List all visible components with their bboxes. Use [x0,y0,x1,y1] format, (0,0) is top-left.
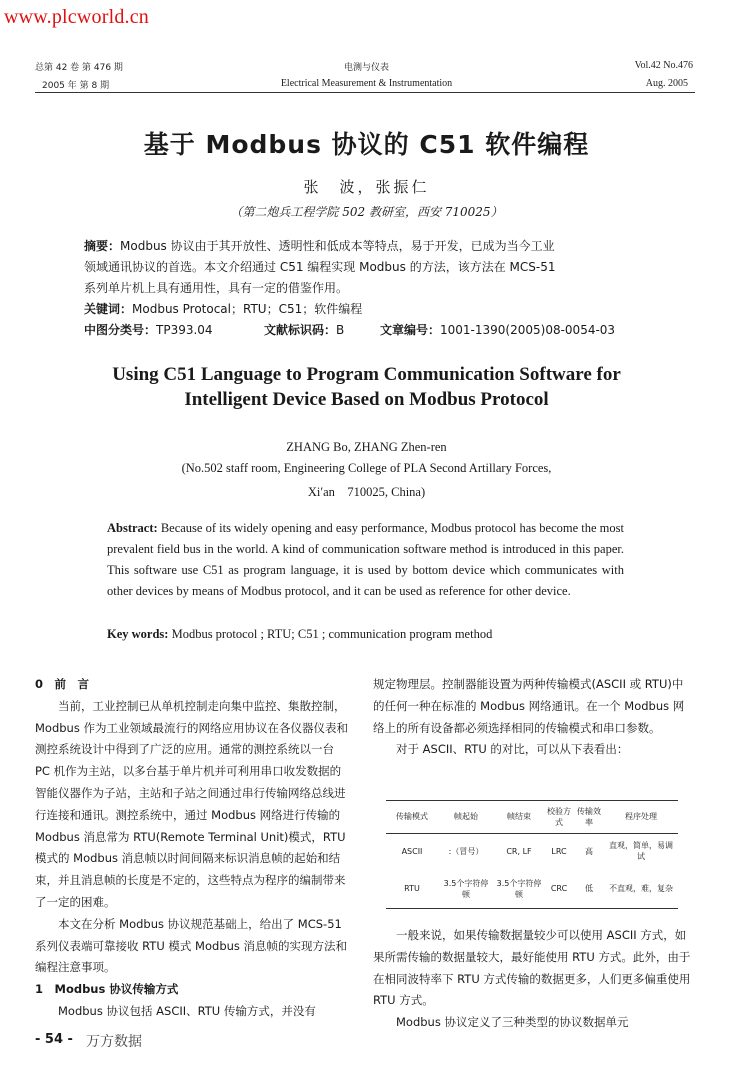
header-journal-cn: 电测与仪表 [343,63,389,73]
clc-value: TP393.04 [156,323,213,337]
abstract-cn-line2: 领域通讯协议的首选。本文介绍通过 C51 编程实现 Modbus 的方法，该方法在 MCS-51 [84,260,556,274]
affiliation-en-line2: Xi′an 710025, China) [307,485,426,499]
table-cell: 不直观，难，复杂 [609,884,673,893]
title-cn: 基于 Modbus 协议的 C51 软件编程 [143,130,590,159]
right-column-top [373,674,691,761]
abstract-en [107,518,624,602]
abstract-cn-line3: 系列单片机上具有通用性，具有一定的借鉴作用。 [84,281,349,295]
article-no-value: 1001-1390(2005)08-0054-03 [440,323,616,337]
table-bottom-rule [386,908,678,909]
table-cell: :（冒号） [448,846,484,856]
table-cell: CR, LF [506,846,532,856]
title-en-line2: Intelligent Device Based on Modbus Protocol [184,389,549,410]
doc-code-value: B [336,323,345,337]
table-header-cell: 帧起始 [454,812,478,821]
clc-label: 中图分类号： [84,323,157,337]
right-column-bottom [373,925,691,1034]
keywords-en-label: Key words: [107,627,169,641]
table-cell: RTU [404,884,420,893]
table-header-cell: 校验方式 [547,806,571,827]
abstract-cn-line1: Modbus 协议由于其开放性、透明性和低成本等特点，易于开发，已成为当今工业 [120,239,555,253]
header-volume: 总第 42 卷 第 476 期 [35,63,123,73]
table-cell: LRC [551,846,567,856]
header-vol-en: Vol.42 No.476 [634,60,693,71]
header-rule [35,92,695,93]
keywords-cn: Modbus Protocal；RTU；C51；软件编程 [132,302,363,316]
affiliation-en-line1: (No.502 staff room, Engineering College of PLA Second Artillary Forces, [181,461,552,475]
table-header-cell: 传输模式 [396,812,428,821]
abstract-en-label: Abstract: [107,521,158,535]
table-header-cell: 程序处理 [625,812,657,821]
section-1-paragraph: Modbus 协议包括 ASCII、RTU 传输方式，并没有 [58,1003,316,1018]
right-paragraph-4: Modbus 协议定义了三种类型的协议数据单元 [396,1015,629,1030]
watermark-url: www.plcworld.cn [4,6,150,28]
table-row [386,869,678,908]
header-issue: 2005 年 第 8 期 [42,81,110,91]
page-number: - 54 - [35,1032,73,1047]
intro-paragraph-2: 本文在分析 Modbus 协议规范基础上，给出了 MCS-51 系列仪表端可靠接收 RTU 模式 Modbus 消息帧的实现方法和编程注意事项。 [35,916,348,975]
header-journal-en: Electrical Measurement & Instrumentation [280,78,453,89]
table-cell: 3.5个字符停顿 [443,878,489,899]
intro-paragraph-1: 当前，工业控制已从单机控制走向集中监控、集散控制，Modbus 作为工业领域最流行的网络应用协议在各仪器仪表和测控系统设计中得到了广泛的应用。通常的测控系统以一台 PC 机作为主站，以多台基于单片机并可利用串口收发数据的智能仪器作为子站，主站和子站之间通过串行传输网络总线进行连接和通讯。测控系统中，通过 Modbus 网络进行传输的 Modbus 消息常为 RTU(Remote Terminal Unit)模式，RTU 模式的 Modbus 消息帧以时间间隔来标识消息帧的起始和结束，并且消息帧的长度是不定的，这些特点为程序的编制带来了一定的困难。 [35,698,348,909]
table-cell: 直观，简单，易调试 [609,841,673,861]
abstract-cn [84,236,646,341]
table-cell: 高 [585,846,593,856]
article-no-label: 文章编号： [380,323,441,337]
title-en-line1: Using C51 Language to Program Communication Software for [112,364,621,385]
section-0-title: 0 前 言 [35,677,90,691]
keywords-en-line [107,624,624,645]
keywords-cn-label: 关键词： [84,302,133,316]
table-cell: 低 [585,884,593,893]
table-header-cell: 传输效率 [577,806,601,827]
comparison-table [386,800,678,908]
right-paragraph-2: 对于 ASCII、RTU 的对比，可以从下表看出： [396,742,629,757]
table-row [386,833,678,869]
section-1-title: 1 Modbus 协议传输方式 [35,982,179,997]
header-date-en: Aug. 2005 [645,78,688,89]
table-header-cell: 帧结束 [507,812,531,821]
authors-cn: 张 波，张振仁 [303,178,430,196]
comparison-table-wrap [386,800,678,910]
left-column [35,674,350,1023]
right-paragraph-1: 规定物理层。控制器能设置为两种传输模式(ASCII 或 RTU)中的任何一种在标准的 Modbus 网络通讯。在一个 Modbus 网络上的所有设备都必须选择相同的传输模式和串口参数。 [373,677,685,735]
footer-watermark: 万方数据 [86,1034,142,1050]
keywords-en: Modbus protocol ; RTU; C51 ; communication program method [171,627,493,641]
abstract-cn-label: 摘要： [84,239,121,253]
table-cell: 3.5个字符停顿 [496,878,542,899]
authors-en: ZHANG Bo, ZHANG Zhen-ren [286,440,447,454]
doc-code-label: 文献标识码： [264,323,337,337]
table-cell: CRC [550,884,568,893]
abstract-en-text: Because of its widely opening and easy performance, Modbus protocol has become the most prevalent field bus in the world. A kind of communication software method is introduced in this paper. This software use C51 as program language, it is used by bottom device which communicates with other devices by means of Modbus protocol, and it can be used as reference for other device. [107,521,624,598]
affiliation-cn: （第二炮兵工程学院 502 教研室，西安 710025） [230,205,503,219]
table-cell: ASCII [401,846,423,856]
right-paragraph-3: 一般来说，如果传输数据量较少可以使用 ASCII 方式，如果所需传输的数据量较大，最好能使用 RTU 方式。此外，由于在相同波特率下 RTU 方式传输的数据更多，人们更多偏重使用 RTU 方式。 [373,928,691,1008]
